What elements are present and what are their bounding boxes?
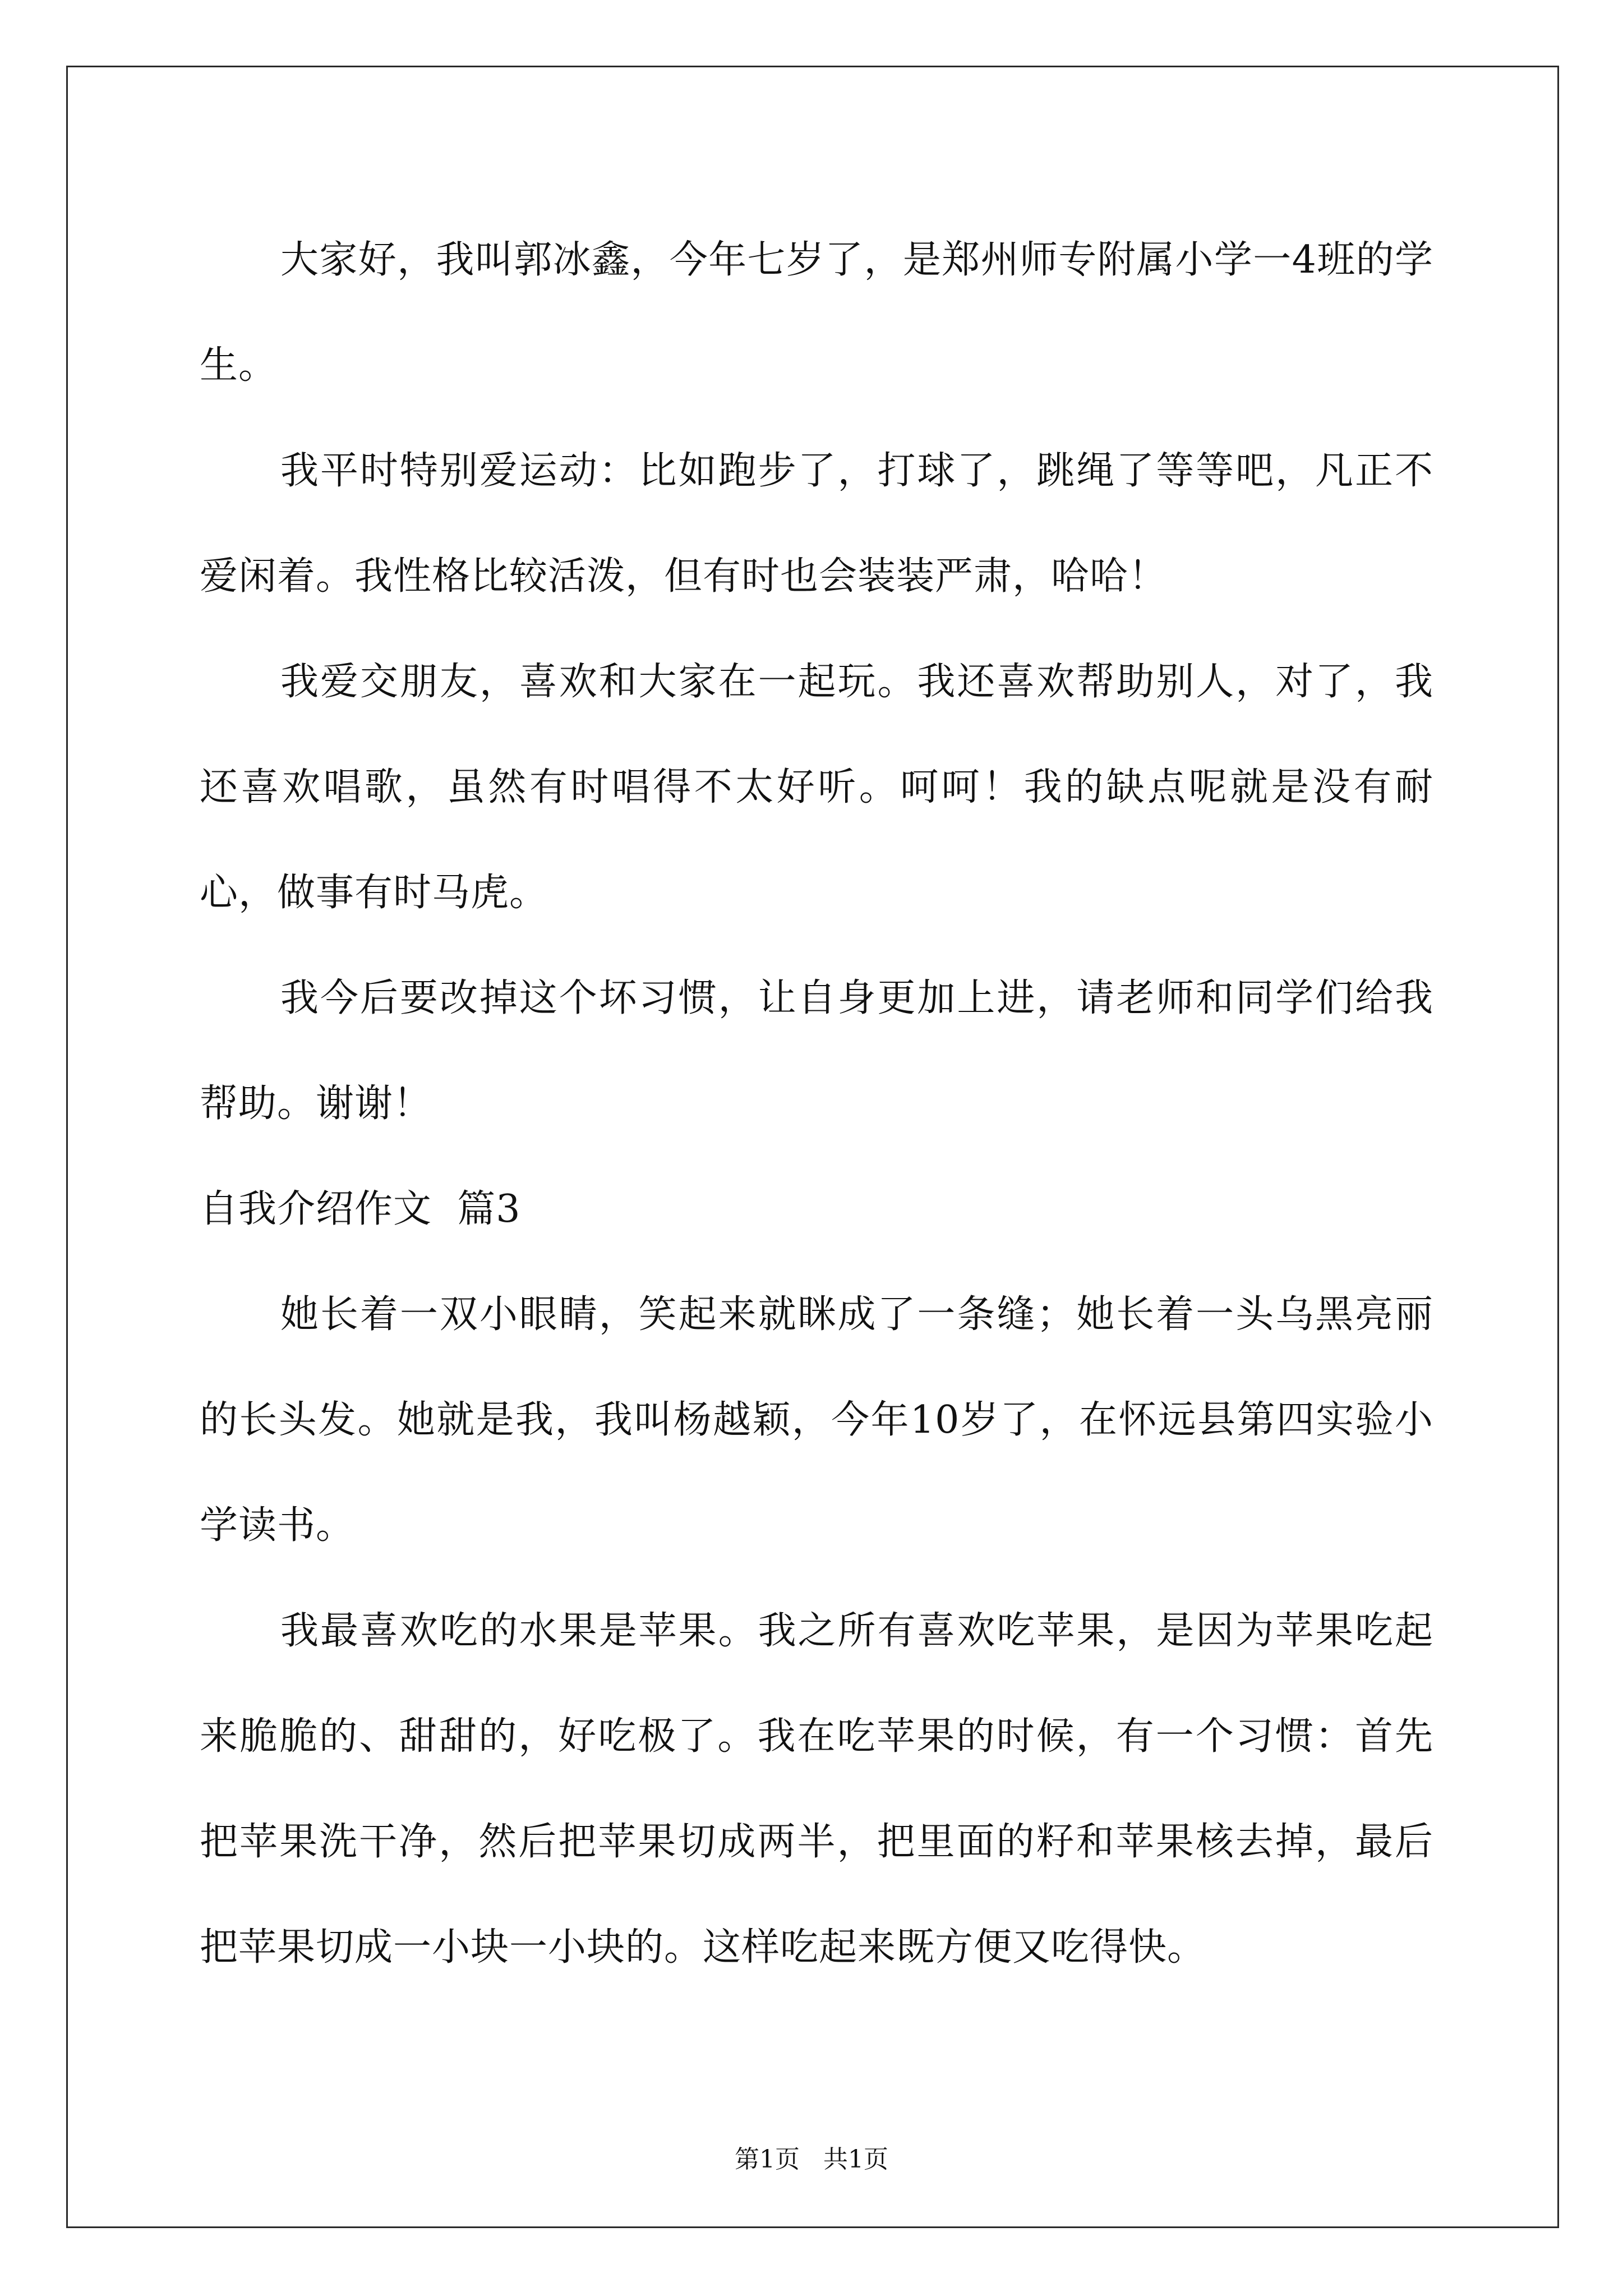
- document-body: [200, 208, 1433, 2000]
- paragraph: 我爱交朋友，喜欢和大家在一起玩。我还喜欢帮助别人，对了，我还喜欢唱歌，虽然有时唱得不太好听。呵呵！我的缺点呢就是没有耐心，做事有时马虎。: [200, 660, 1433, 915]
- paragraph: 大家好，我叫郭冰鑫，今年七岁了，是郑州师专附属小学一4班的学生。: [200, 238, 1433, 388]
- section-heading: 自我介绍作文 篇3: [200, 1187, 521, 1231]
- paragraph: 我平时特别爱运动：比如跑步了，打球了，跳绳了等等吧，凡正不爱闲着。我性格比较活泼，但有时也会装装严肃，哈哈！: [200, 449, 1433, 599]
- paragraph: 我今后要改掉这个坏习惯，让自身更加上进，请老师和同学们给我帮助。谢谢！: [200, 976, 1433, 1126]
- page-number-footer: 第1页 共1页: [735, 2145, 888, 2174]
- paragraph: 我最喜欢吃的水果是苹果。我之所有喜欢吃苹果，是因为苹果吃起来脆脆的、甜甜的，好吃极了。我在吃苹果的时候，有一个习惯：首先把苹果洗干净，然后把苹果切成两半，把里面的籽和苹果核去掉，最后把苹果切成一小块一小块的。这样吃起来既方便又吃得快。: [200, 1609, 1433, 1970]
- paragraph: 她长着一双小眼睛，笑起来就眯成了一条缝；她长着一头乌黑亮丽的长头发。她就是我，我叫杨越颖，今年10岁了，在怀远县第四实验小学读书。: [200, 1292, 1433, 1548]
